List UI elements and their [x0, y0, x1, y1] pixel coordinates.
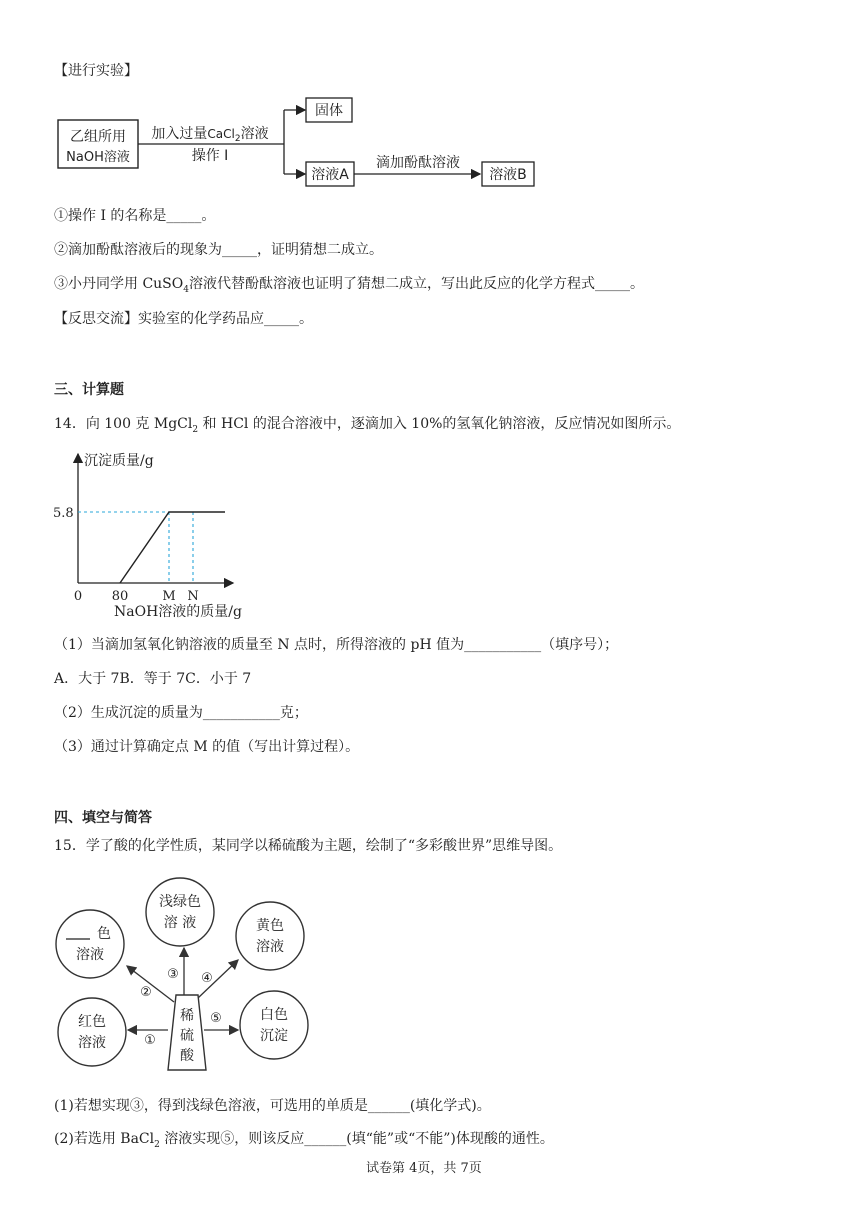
question-14-part3: （3）通过计算确定点 M 的值（写出计算过程）。: [54, 739, 360, 755]
x-tick-label-n: N: [187, 589, 199, 604]
question-14-part2: （2）生成沉淀的质量为___________克；: [54, 705, 308, 721]
arrow-label-4: ④: [201, 971, 213, 986]
experiment-flowchart: [50, 92, 550, 192]
node-light-green: [146, 878, 214, 946]
arrow-label-3: ③: [167, 967, 179, 982]
center-char-2: 硫: [180, 1028, 194, 1044]
center-char-1: 稀: [180, 1008, 194, 1024]
step1-top: 加入过量CaCl$_2$溶液: [151, 126, 269, 144]
start-line1: 乙组所用: [70, 129, 126, 145]
step2-label: 滴加酚酞溶液: [376, 155, 460, 171]
x-axis-label: NaOH溶液的质量/g: [114, 604, 242, 620]
question-1: ①操作 I 的名称是_____。: [54, 208, 216, 224]
solution-a-label: 溶液A: [311, 167, 349, 183]
step1-bottom: 操作 I: [191, 148, 229, 164]
node-blank-color: [56, 910, 124, 978]
node-light-green-line2: 溶 液: [163, 915, 197, 931]
node-red-line1: 红色: [78, 1014, 106, 1030]
question-15-part2: (2)若选用 BaCl$_2$ 溶液实现⑤，则该反应______(填“能”或“不能”)体现酸的通性。: [54, 1131, 554, 1150]
node-red: [58, 998, 126, 1066]
acid-mind-map: [50, 870, 320, 1082]
question-14-stem: 14．向 100 克 MgCl$_2$ 和 HCl 的混合溶液中，逐滴加入 10%的氢氧化钠溶液，反应情况如图所示。: [54, 416, 681, 435]
node-red-line2: 溶液: [78, 1035, 106, 1051]
x-tick-label-80: 80: [111, 589, 129, 604]
page-footer: 试卷第 4页，共 7页: [366, 1161, 482, 1176]
solution-b-label: 溶液B: [489, 167, 527, 183]
experiment-header: 【进行实验】: [54, 63, 138, 79]
precipitate-chart: [50, 450, 260, 625]
question-3: ③小丹同学用 CuSO$_4$溶液代替酚酞溶液也证明了猜想二成立，写出此反应的化学方程式_____。: [54, 276, 644, 295]
node-white-line2: 沉淀: [260, 1028, 288, 1044]
question-14-options: A．大于 7B．等于 7C．小于 7: [54, 671, 252, 687]
question-2: ②滴加酚酞溶液后的现象为_____，证明猜想二成立。: [54, 242, 383, 258]
node-white-line1: 白色: [260, 1007, 288, 1023]
node-yellow-line1: 黄色: [256, 918, 284, 934]
x-tick-label-m: M: [162, 589, 176, 604]
section3-title: 三、计算题: [54, 382, 124, 398]
x-tick-label-0: 0: [73, 589, 83, 604]
y-tick-label: 5.8: [53, 506, 74, 521]
node-blank-color-line1: 色: [97, 926, 111, 942]
arrow-label-5: ⑤: [210, 1011, 222, 1026]
arrow-label-2: ②: [140, 985, 152, 1000]
precipitate-line: [120, 512, 225, 583]
reflection: 【反思交流】实验室的化学药品应_____。: [54, 311, 313, 327]
section4-title: 四、填空与简答: [54, 810, 152, 826]
question-15-stem: 15．学了酸的化学性质，某同学以稀硫酸为主题，绘制了“多彩酸世界”思维导图。: [54, 838, 563, 854]
y-axis-label: 沉淀质量/g: [84, 453, 154, 469]
node-yellow: [236, 902, 304, 970]
node-blank-color-line2: 溶液: [76, 947, 104, 963]
node-yellow-line2: 溶液: [256, 939, 284, 955]
center-char-3: 酸: [180, 1048, 194, 1064]
question-15-part1: (1)若想实现③，得到浅绿色溶液，可选用的单质是______(填化学式)。: [54, 1098, 491, 1114]
node-light-green-line1: 浅绿色: [159, 894, 201, 910]
arrow-label-1: ①: [144, 1033, 156, 1048]
start-line2: NaOH溶液: [66, 150, 130, 165]
solid-label: 固体: [315, 103, 343, 119]
question-14-part1: （1）当滴加氢氧化钠溶液的质量至 N 点时，所得溶液的 pH 值为___________（填序号）；: [54, 637, 619, 653]
node-white: [240, 991, 308, 1059]
